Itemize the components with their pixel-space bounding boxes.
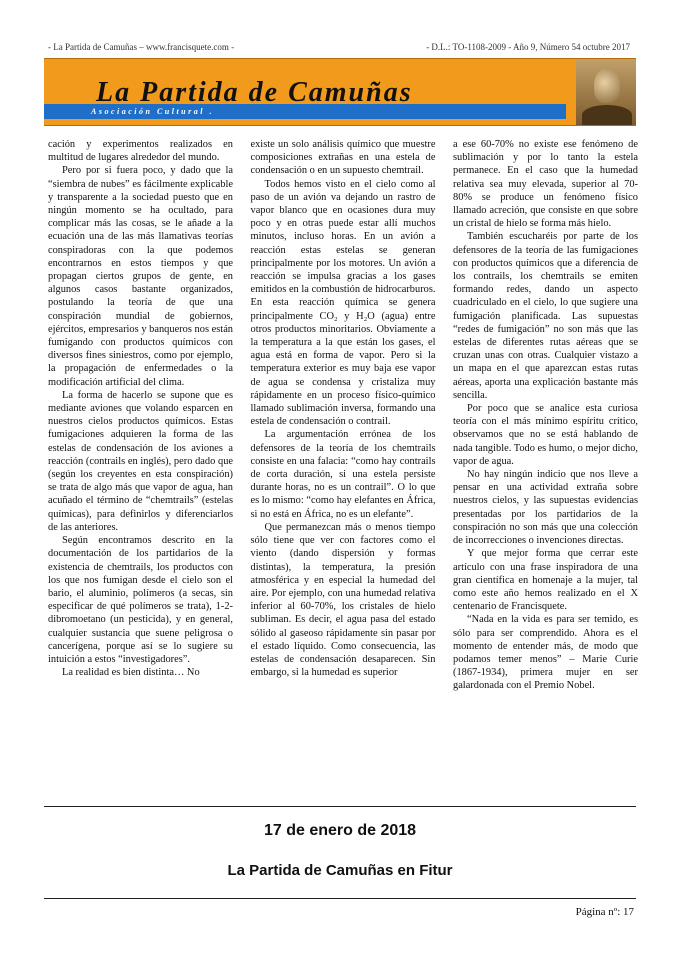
masthead-banner: [44, 58, 636, 126]
header-right: - D.L.: TO-1108-2009 - Año 9, Número 54 octubre 2017: [426, 42, 630, 52]
paragraph: También escucharéis por parte de los defensores de la teoría de las fumigaciones con productos químicos que a diferencia de los contrails, los chemtrails se emiten formando redes, dando un aspecto cuadriculado en el cielo, lo que sugiere una fumigación planificada. Las supuestas “redes de fumigación” no son más que las estelas de diferentes rutas aéreas que se cruzan unas con otras. Cualquier vistazo a un mapa en el que aparezcan estas rutas aéreas, aporta una explicación bastante más sencilla.: [453, 231, 638, 401]
paragraph: “Nada en la vida es para ser temido, es sólo para ser comprendido. Ahora es el momento de entender más, de modo que podamos temer menos” – Marie Curie (1867-1934), primera mujer en ser galardonada con el Premio Nobel.: [453, 614, 638, 692]
paragraph: No hay ningún indicio que nos lleve a pensar en una actividad extraña sobre nuestros cielos, y las supuestas evidencias presentadas por los partidarios de la conspiración no son más que una colección de incorrecciones o invenciones directas.: [453, 469, 638, 547]
paragraph: Que permanezcan más o menos tiempo sólo tiene que ver con factores como el viento (dando dispersión y formas distintas), la temperatura, la presión atmosférica y en especial la humedad del aire. Por ejemplo, con una humedad relativa inferior al 60-70%, los cristales de hielo subliman. Es decir, el agua pasa del estado sólido al gaseoso rápidamente sin pasar por el estado líquido. Como consecuencia, las estelas de condensación desaparecen. Sin embargo, si la humedad es superior: [250, 521, 436, 679]
paragraph: Pero por si fuera poco, y dado que la “siembra de nubes” es fácilmente explicable y transparente a la sociedad puesto que en ningún momento se ha ocultado, para complicar más las cosas, se le añade a la ecuación una de las más llamativas teorías conspiradoras con la que podemos encontrarnos en estos tiempos y que propagan ciertos grupos de gente, en algunos casos bastante organizados, postulando la teoría de que una conspiración mundial de gobiernos, ejércitos, empresarios y banqueros nos están fumigando con productos químicos con diversos fines siniestros, como por ejemplo, la propagación de enfermedades o la modificación artificial del clima.: [48, 165, 233, 388]
paragraph: La forma de hacerlo se supone que es mediante aviones que volando esparcen en nuestros cielos productos químicos. Estas fumigaciones adquieren la forma de las estelas de condensación de los aviones a reacción (contrails en inglés), pero dado que (según los creyentes en esta conspiración) se trata de algo más que vapor de agua, han acuñado el término de “chemtrails” (estelas químicas), para definirlos y diferenciarlos de las anteriores.: [48, 389, 233, 533]
divider-top: [44, 806, 636, 807]
portrait-shoulders: [582, 105, 632, 125]
event-headline: La Partida de Camuñas en Fitur: [227, 862, 453, 879]
article-column-3: [453, 138, 638, 790]
paragraph: Según encontramos descrito en la documentación de los partidarios de la existencia de chemtrails, los productos con los que nos fumigan desde el cielo son el bario, el aluminio, polímeros (a secas, sin especificar de qué polímeros se trata), 1-2-dibromoetano (un pesticida), y en general, cualquier sustancia que suene peligrosa o cancerígena, porque así se lo sugiere su intuición a estos “investigadores”.: [48, 535, 233, 665]
paragraph: existe un solo análisis químico que muestre composiciones extrañas en una estela de condensación o en un supuesto chemtrail.: [250, 139, 436, 177]
paragraph: a ese 60-70% no existe ese fenómeno de sublimación y por lo tanto la estela permanece. En el caso que la humedad relativa sea muy elevada, superior al 70-80% se produce un fenómeno físico llamado acreción, que consiste en que sobre un cristal de hielo se forma más hielo.: [453, 139, 638, 230]
paragraph: Todos hemos visto en el cielo como al paso de un avión va dejando un rastro de vapor blanco que en ocasiones dura muy poco y en otras puede estar allí muchos minutos, incluso horas. En un avión a reacción estas estelas se generan principalmente por los motores. Un avión a reacción se impulsa gracias a los gases emitidos en la combustión de hidrocarburos. En esta reacción química se genera principalmente CO₂ y H₂O (agua) entre otros productos minoritarios. Obviamente a la temperatura a la que están los gases, el agua está en forma de vapor. Pero si la temperatura exterior es muy baja ese vapor de agua se condensa y cristaliza muy rápidamente en un proceso físico-químico llamado sublimación inversa, formando una estela de condensación o contrail.: [250, 178, 436, 428]
article-column-1: [48, 138, 233, 790]
article-column-2: [251, 138, 436, 790]
portrait-image: [576, 59, 636, 125]
divider-bottom: [44, 898, 636, 899]
page-number: Página nº: 17: [575, 906, 634, 918]
paragraph: cación y experimentos realizados en multitud de lugares alrededor del mundo.: [48, 139, 233, 164]
event-date: 17 de enero de 2018: [263, 822, 417, 839]
paragraph: Y que mejor forma que cerrar este artículo con una frase inspiradora de una gran científica en homenaje a la mujer, tal como este año hemos realizado en el X centenario de Francisquete.: [453, 548, 638, 613]
paragraph: Por poco que se analice esta curiosa teoría con el más mínimo espíritu crítico, observamos que no se está hablando de nada tangible. Todo es humo, o mejor dicho, vapor de agua.: [453, 403, 638, 467]
header-left: - La Partida de Camuñas – www.francisquete.com -: [48, 42, 235, 52]
masthead-title: La Partida de Camuñas: [96, 77, 413, 108]
masthead-subtitle: Asociación Cultural .: [91, 107, 214, 116]
paragraph: La realidad es bien distinta… No: [62, 667, 200, 679]
article-body: [48, 138, 638, 790]
portrait-face: [594, 69, 620, 103]
running-header: [48, 42, 630, 56]
paragraph: La argumentación errónea de los defensores de la teoría de los chemtrails consiste en una falacia: “como hay contrails de corta duración, si una estela persiste durante horas, no es un contrail”. O lo que es lo mismo: “como hay elefantes en África, si no está en África, no es un elefante”.: [250, 429, 436, 520]
